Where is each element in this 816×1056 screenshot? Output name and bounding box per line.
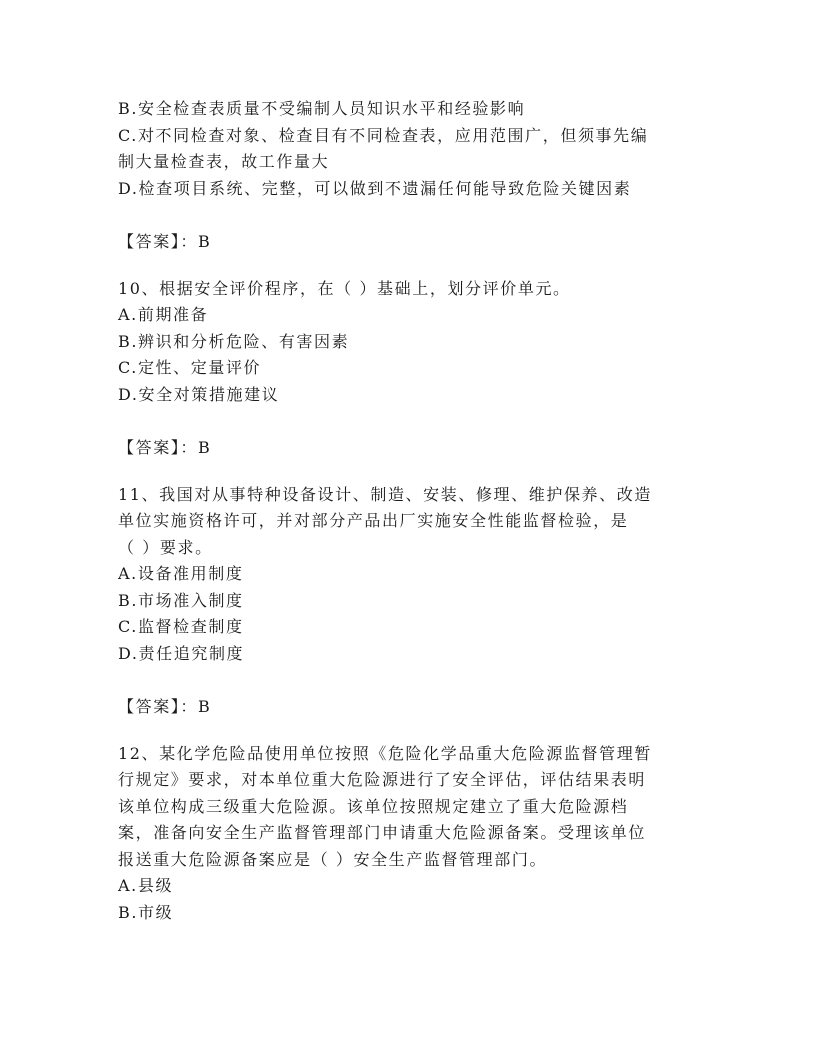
q10-option-a: A.前期准备 [118,305,209,324]
q9-option-d: D.检查项目系统、完整，可以做到不遗漏任何能导致危险关键因素 [118,178,632,198]
q10-answer: 【答案】：B [118,438,212,457]
question-9-options [118,96,698,202]
q11-answer: 【答案】：B [118,697,212,716]
q12-stem-line5: 报送重大危险源备案应是（ ）安全生产监督管理部门。 [118,849,548,869]
q12-option-a: A.县级 [118,876,174,895]
question-10 [118,276,698,409]
exam-page [118,96,698,926]
q12-stem-line4: 案，准备向安全生产监督管理部门申请重大危险源备案。受理该单位 [118,823,647,842]
q11-option-c: C.监督检查制度 [118,617,244,636]
question-11 [118,482,698,668]
q9-option-c-line1: C.对不同检查对象、检查目有不同检查表，应用范围广，但须事先编 [118,125,649,145]
q11-option-b: B.市场准入制度 [118,590,244,610]
q10-option-b: B.辨识和分析危险、有害因素 [118,331,350,351]
q11-option-a: A.设备准用制度 [118,564,244,583]
q12-stem-line1: 12、某化学危险品使用单位按照《危险化学品重大危险源监督管理暂 [118,743,652,763]
q12-stem-line2: 行规定》要求，对本单位重大危险源进行了安全评估，评估结果表明 [118,770,647,789]
q10-option-d: D.安全对策措施建议 [118,384,280,404]
q9-option-c-line2: 制大量检查表，故工作量大 [118,152,330,171]
q10-option-c: C.定性、定量评价 [118,358,262,377]
question-12 [118,741,698,927]
q11-stem-line3: （ ）要求。 [118,537,213,557]
q12-stem-line3: 该单位构成三级重大危险源。该单位按照规定建立了重大危险源档 [118,796,629,816]
q11-stem-line2: 单位实施资格许可，并对部分产品出厂实施安全性能监督检验，是 [118,511,629,530]
q9-answer: 【答案】：B [118,232,212,251]
q9-option-b: B.安全检查表质量不受编制人员知识水平和经验影响 [118,99,526,118]
q12-option-b: B.市级 [118,902,174,922]
q11-stem-line1: 11、我国对从事特种设备设计、制造、安装、修理、维护保养、改造 [118,484,652,504]
q11-option-d: D.责任追究制度 [118,643,245,663]
q10-stem: 10、根据安全评价程序，在（ ）基础上，划分评价单元。 [118,278,571,298]
